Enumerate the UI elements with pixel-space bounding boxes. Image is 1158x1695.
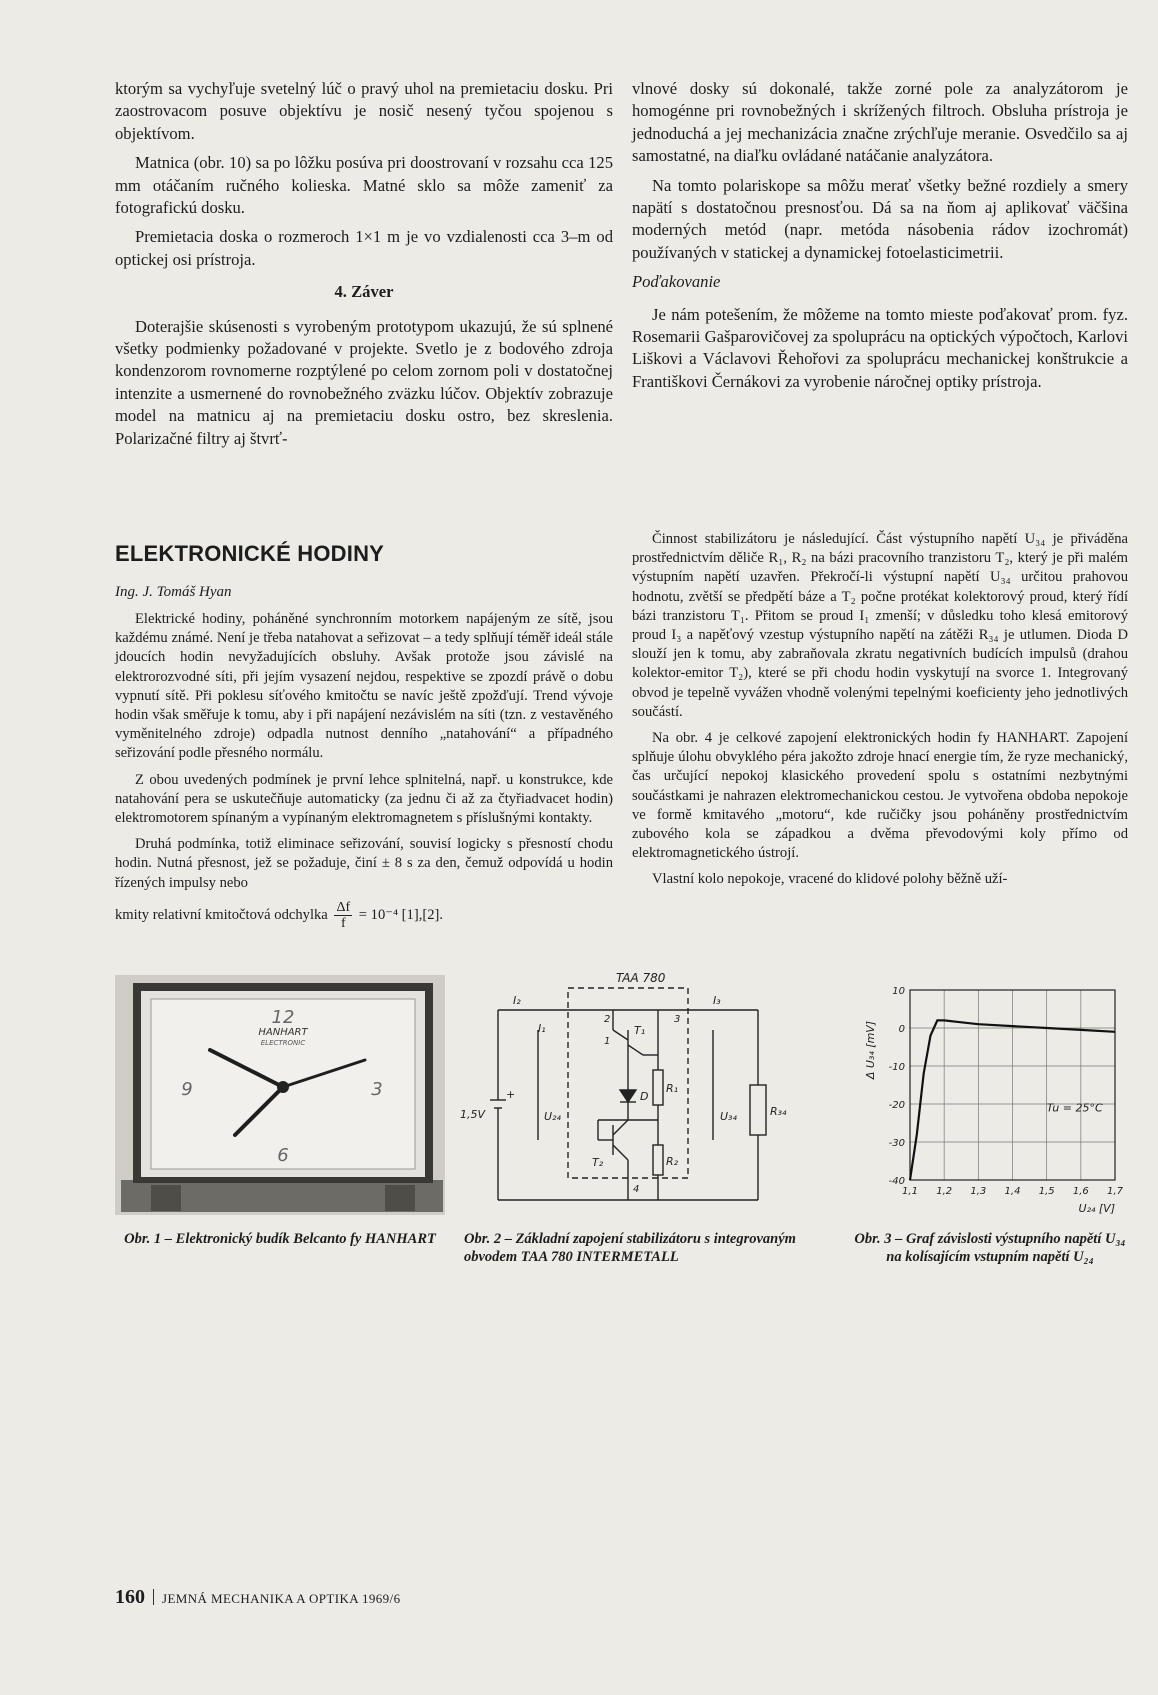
r2-label: R₂ — [666, 1155, 679, 1168]
paragraph: Matnica (obr. 10) sa po lôžku posúva pri doostrovaní v rozsahu cca 125 mm otáčaním ručného kolieska. Matné sklo sa môže zameniť za fotografickú dosku. — [115, 153, 613, 218]
paragraph: Na tomto polariskope sa môžu merať všetky bežné rozdiely a smery napätí s dostatočnou presnosťou. Dá sa na ňom aj aplikovať väčšina moderných metód (napr. metóda násobenia rádov izochromát) používaných v statickej a dynamickej fotoelasticimetrii. — [632, 175, 1128, 262]
y-tick-label: 0 — [898, 1024, 905, 1035]
x-tick-label: 1,7 — [1107, 1186, 1123, 1197]
article-right-column — [632, 530, 1128, 897]
fraction-numerator: Δf — [336, 899, 351, 915]
diode-label: D — [640, 1090, 649, 1103]
node-4: 4 — [633, 1184, 640, 1195]
caption-fig2: Obr. 2 – Základní zapojení stabilizátoru s integrovaným obvodem TAA 780 INTERMETALL — [464, 1231, 796, 1265]
acknowledgement-heading: Poďakovanie — [632, 272, 721, 292]
plus-label: + — [506, 1088, 516, 1101]
annotation: Tu = 25°C — [1046, 1101, 1103, 1115]
t1-label: T₁ — [634, 1024, 646, 1037]
caption-fig3: Obr. 3 – Graf závislosti výstupního napětí U₃₄ na kolísajícím vstupním napětí U₂₄ — [854, 1231, 1126, 1265]
x-tick-label: 1,1 — [902, 1186, 918, 1197]
y-tick-label: -40 — [888, 1176, 905, 1187]
ic-label: TAA 780 — [616, 971, 666, 985]
clock-brand: HANHART — [258, 1027, 308, 1038]
article-author: Ing. J. Tomáš Hyan — [115, 584, 232, 600]
x-axis-label: U₂₄ [V] — [1078, 1202, 1115, 1215]
y-tick-label: -30 — [888, 1138, 905, 1149]
clock-num-9: 9 — [181, 1079, 193, 1100]
clock-num-6: 6 — [277, 1145, 289, 1166]
paragraph: Na obr. 4 je celkové zapojení elektronických hodin fy HANHART. Zapojení splňuje úlohu obvyklého péra jakožto zdroje hnací energie tím, že ryze mechanický, čas určující nepokoj klasického provedení spolu s ostatními nezbytnými součástkami je nahrazen elektromechanickou cestou. Je vytvořena obdoba nepokoje ve formě kmitavého „motoru“, kde ručičky jsou poháněny prostřednictvím zubového kola se západkou a dvěma převodovými koly přímo od elektromagnetického ústrojí. — [632, 730, 1128, 862]
clock-num-12: 12 — [271, 1007, 295, 1028]
paragraph: Druhá podmínka, totiž eliminace seřizování, souvisí logicky s přesností chodu hodin. Nutná přesnost, jež se požaduje, činí ± 8 s za den, čemuž odpovídá u hodin řízených impulsy nebo — [115, 836, 613, 891]
y-tick-label: 10 — [892, 986, 905, 997]
x-tick-label: 1,3 — [970, 1186, 987, 1197]
u34-label: U₃₄ — [720, 1110, 737, 1123]
u24-label: U₂₄ — [544, 1110, 561, 1123]
formula-tail: = 10⁻⁴ [1],[2]. — [358, 906, 444, 923]
paragraph: Vlastní kolo nepokoje, vracené do klidové polohy běžně uží- — [652, 871, 1008, 888]
x-tick-label: 1,6 — [1072, 1186, 1089, 1197]
x-tick-label: 1,2 — [936, 1186, 953, 1197]
top-right-column — [632, 78, 1128, 400]
article-title: ELEKTRONICKÉ HODINY — [115, 541, 385, 566]
i1-label: I₁ — [538, 1022, 546, 1035]
paragraph: Z obou uvedených podmínek je první lehce splnitelná, např. u konstrukce, kde natahování pera se uskutečňuje automaticky (za jednu či až za čtyřiadvacet hodin) elektromotorem spínaným a vypínaným elektromagnetem s příslušnými kontakty. — [115, 771, 613, 827]
voltage-label: 1,5V — [460, 1108, 486, 1121]
clock-model: ELECTRONIC — [260, 1039, 306, 1047]
section-heading: 4. Záver — [334, 282, 394, 302]
paragraph: vlnové dosky sú dokonalé, takže zorné pole za analyzátorom je homogénne pri rovnobežných i skrížených filtroch. Obsluha prístroja je jednoduchá a jej mechanizácia značne zrýchľuje meranie. Osvedčilo sa aj samostatné, na diaľku ovládané natáčanie analyzátora. — [632, 79, 1128, 166]
r34-label: R₃₄ — [770, 1105, 787, 1118]
voltage-graph — [860, 980, 1130, 1220]
page-number: 160 — [115, 1586, 145, 1608]
top-left-column — [115, 78, 613, 457]
page-footer — [115, 1586, 400, 1609]
stabilizer-circuit-diagram — [458, 970, 798, 1220]
y-tick-label: -20 — [888, 1100, 905, 1111]
paragraph: Je nám potešením, že môžeme na tomto mieste poďakovať prom. fyz. Rosemarii Gašparovičovej za spoluprácu na optických výpočtoch, Karlovi Liškovi a Václavovi Řehořovi za spoluprácu mechanickej konštrukcie a Františkovi Černákovi za vyrobenie náročnej optiky prístroja. — [632, 304, 1128, 391]
x-tick-label: 1,4 — [1004, 1186, 1021, 1197]
node-1: 1 — [604, 1036, 611, 1047]
paragraph: Premietacia doska o rozmeroch 1×1 m je vo vzdialenosti cca 3–m od optickej osi prístroja. — [115, 227, 613, 269]
article-left-column — [115, 610, 613, 938]
node-2: 2 — [604, 1014, 611, 1025]
paragraph: ktorým sa vychyľuje svetelný lúč o pravý uhol na premietaciu dosku. Pri zaostrovacom posuve objektívu je nosič nesený tyčou spojenou s objektívom. — [115, 79, 613, 143]
paragraph: Činnost stabilizátoru je následující. Část výstupního napětí U₃₄ je přiváděna prostřednictvím děliče R₁, R₂ na bázi pracovního tranzistoru T₂, který je při malém výstupním napětí uzavřen. Překročí-li výstupní napětí U₃₄ určitou prahovou hodnotu, zvětší se předpětí báze a T₂ počne protékat kolektorový proud, který řídí bázi tranzistoru T₁. Přitom se proud I₁ zmenší; v důsledku toho klesá emitorový proud I₃ a napěťový vzestup výstupního napětí na zátěži R₃₄ je utlumen. Dioda D slouží jen k tomu, aby zabraňovala zkratu negativních budících impulsů (drahou kolektor-emitor T₂), které se při chodu hodin vyskytují na svorce 1. Integrovaný obvod je tepelně vyvážen vhodně volenými tepelnými koeficienty jeho jednotlivých součástí. — [632, 531, 1128, 720]
caption-fig1: Obr. 1 – Elektronický budík Belcanto fy HANHART — [124, 1231, 436, 1247]
paragraph: Doterajšie skúsenosti s vyrobeným prototypom ukazujú, že sú splnené všetky podmienky požadované v projekte. Svetlo je z bodového zdroja kondenzorom rovnomerne rozptýlené po celom zornom poli v dostatočnej intenzite a usmernené do rovnobežného zväzku lúčov. Objektív zobrazuje model na matnicu aj na premietaciu dosku ostro, bez skreslenia. Polarizačné filtry aj štvrť- — [115, 316, 613, 448]
fraction — [334, 900, 352, 931]
t2-label: T₂ — [592, 1156, 604, 1169]
y-tick-label: -10 — [888, 1062, 905, 1073]
paragraph: Elektrické hodiny, poháněné synchronním motorkem napájeným ze sítě, jsou každému známé. Není je třeba natahovat a seřizovat – a tedy splňují téměř ideál stále jdoucích hodin nevyžadujících obsluhy. Avšak protože jsou závislé na elektrorozvodné síti, při jejím vysazení nejdou, respektive se zpozdí právě o dobu vypnutí sítě. Při poklesu síťového kmitočtu se navíc ještě zpožďují. Trend vývoje hodin však směřuje k tomu, aby i při napájení nezávislém na síti (tzn. z vestavěného vyměnitelného zdroje) odpadla nutnost denního „natahování“ a případného seřizování podle přesného normálu. — [115, 611, 613, 762]
formula-line — [115, 900, 613, 931]
clock-num-3: 3 — [371, 1079, 383, 1100]
x-tick-label: 1,5 — [1038, 1186, 1055, 1197]
clock-photo — [115, 975, 445, 1215]
y-axis-label: Δ U₃₄ [mV] — [864, 1020, 877, 1080]
r1-label: R₁ — [666, 1082, 679, 1095]
formula-text: kmity relativní kmitočtová odchylka — [115, 906, 328, 923]
i2-label: I₂ — [513, 994, 521, 1007]
journal-name: JEMNÁ MECHANIKA A OPTIKA 1969/6 — [162, 1591, 401, 1606]
node-3: 3 — [674, 1014, 681, 1025]
fraction-denominator: f — [340, 915, 346, 931]
i3-label: I₃ — [713, 994, 721, 1007]
